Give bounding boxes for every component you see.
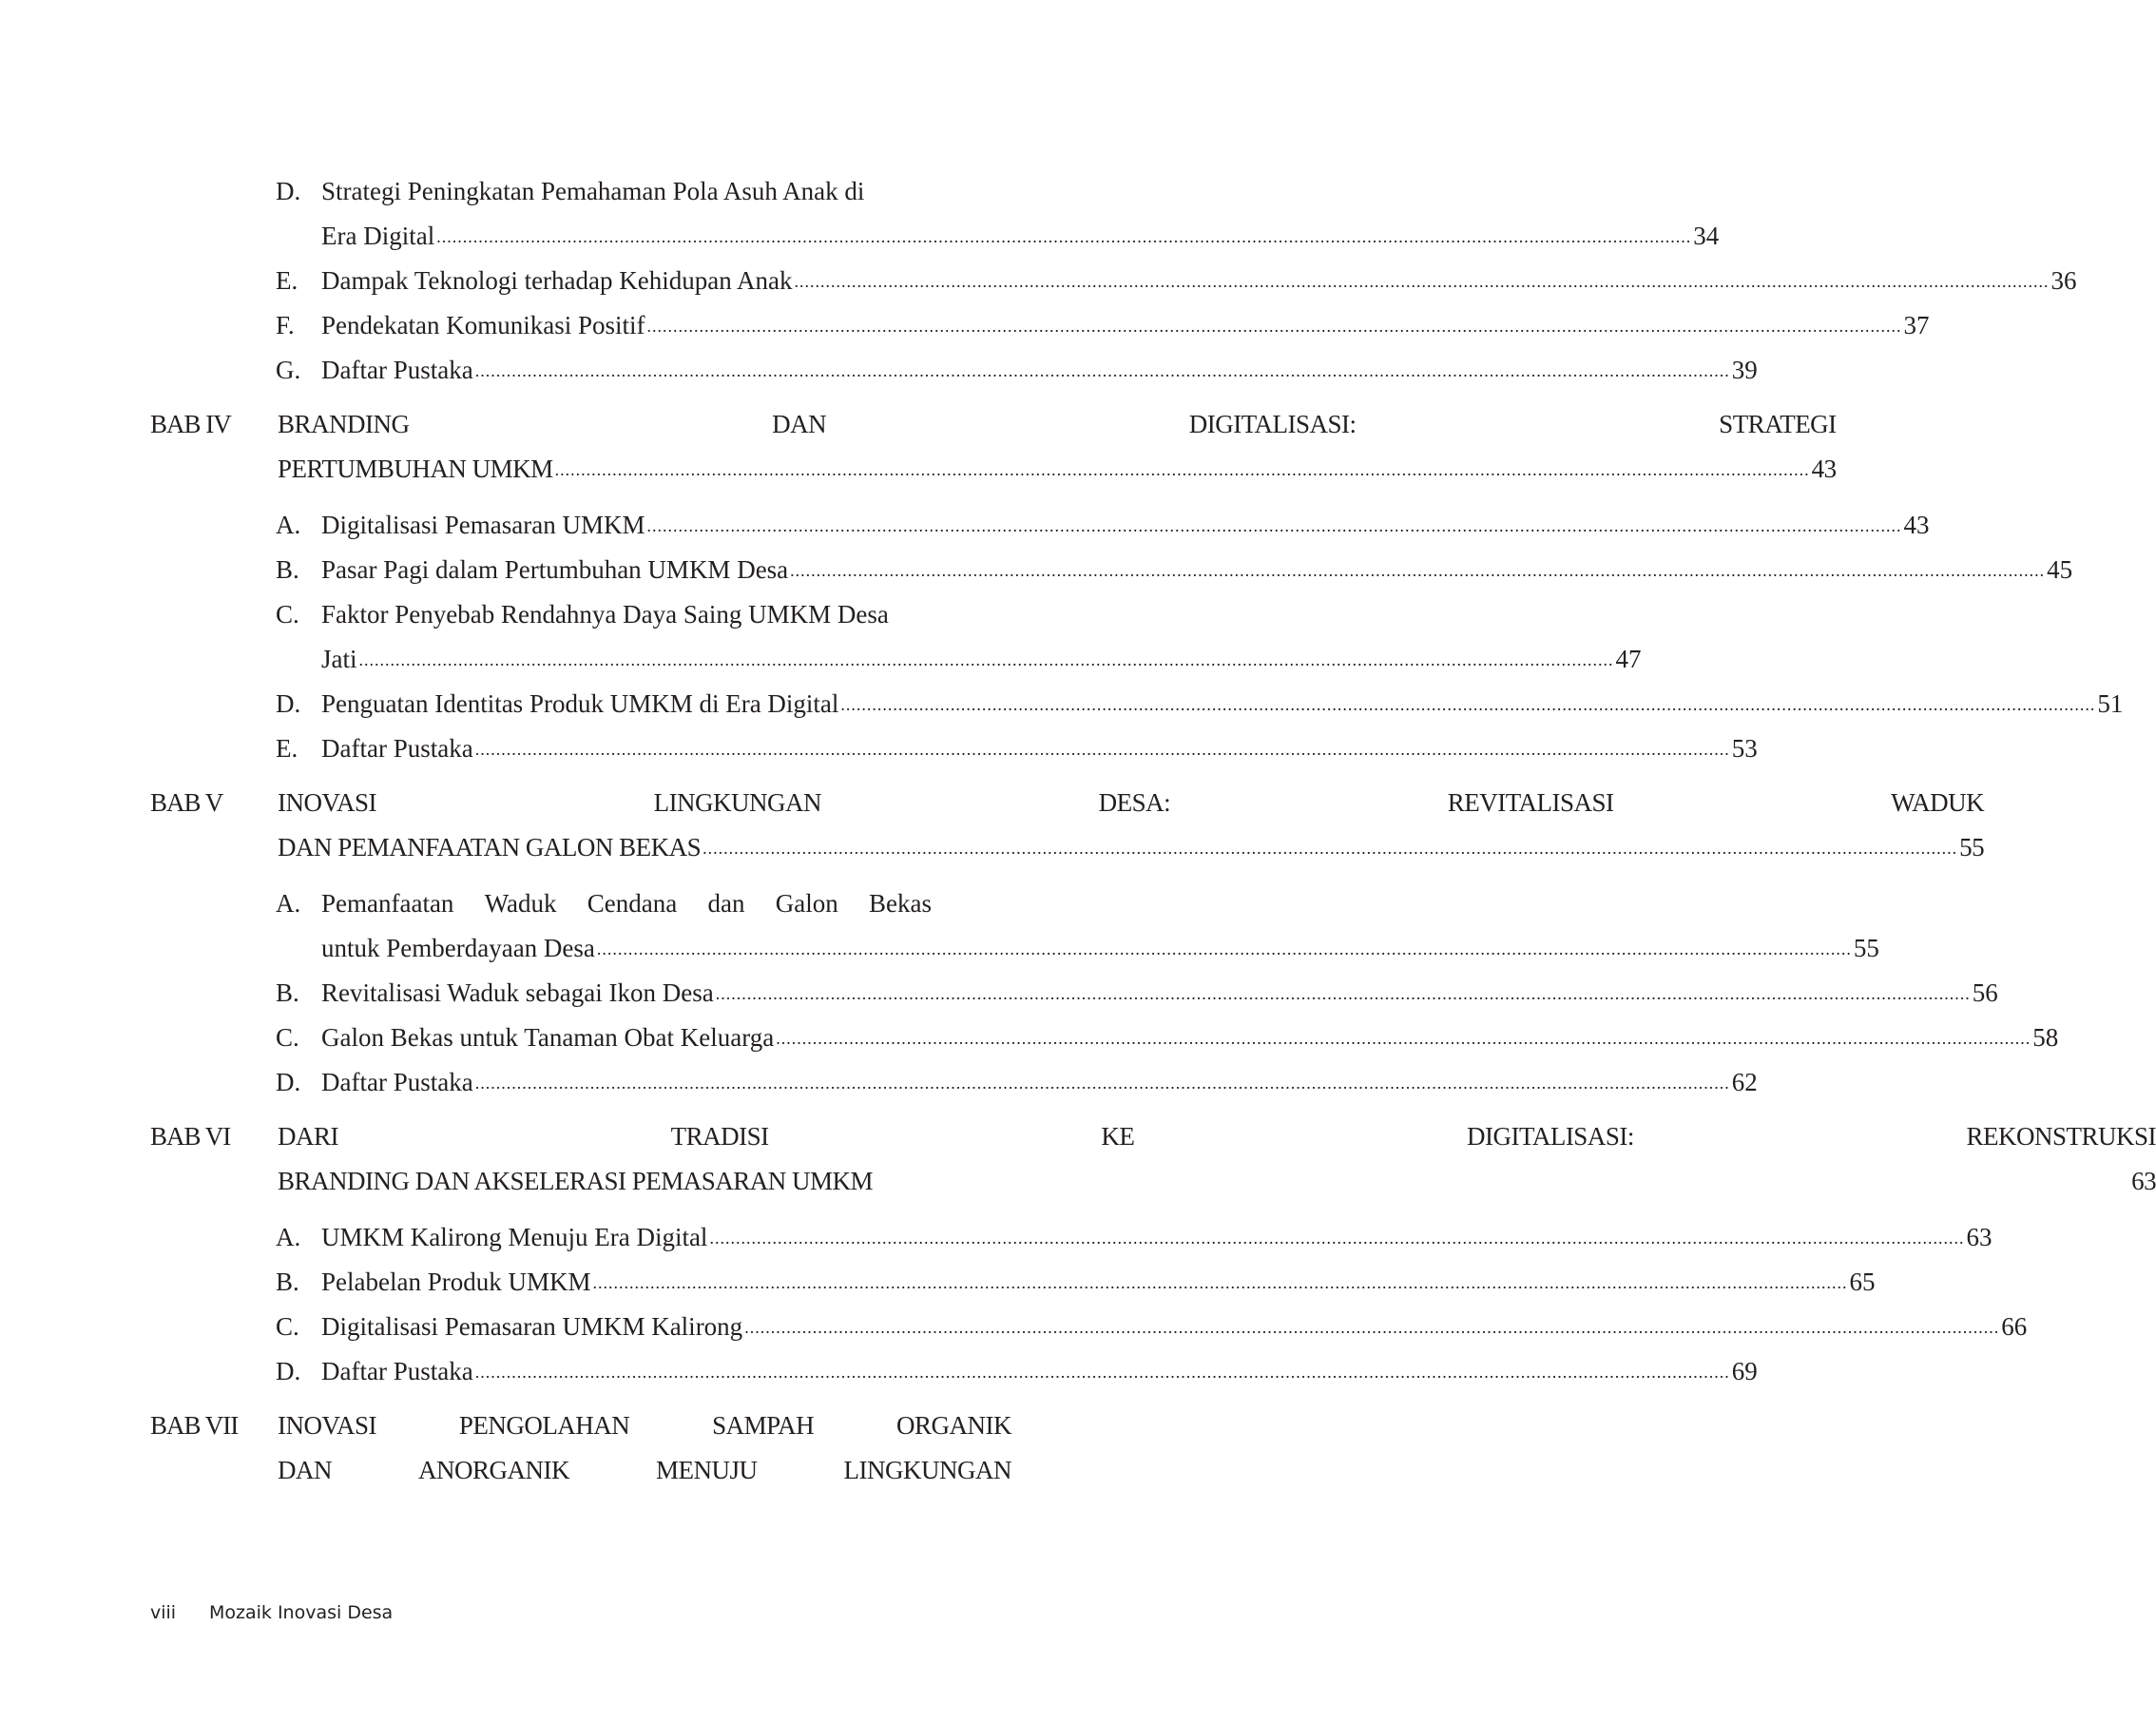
entry-page: 58 <box>2032 1023 2059 1052</box>
entry-title: Penguatan Identitas Produk UMKM di Era Digital <box>321 689 839 718</box>
entry-title: Digitalisasi Pemasaran UMKM <box>321 511 645 539</box>
leader-dots <box>794 260 2049 304</box>
leader-dots <box>790 549 2045 593</box>
chapter-title-line <box>278 447 1837 492</box>
entry-letter: E. <box>276 266 298 295</box>
entry-letter: D. <box>276 689 301 718</box>
entry-title <box>321 881 932 926</box>
leader-dots <box>436 215 1691 260</box>
page-number: viii <box>150 1602 177 1623</box>
leader-dots <box>592 1261 1847 1306</box>
entry-title: Revitalisasi Waduk sebagai Ikon Desa <box>321 978 714 1007</box>
entry-page: 53 <box>1731 734 1758 763</box>
entry-title-word: Galon <box>775 889 838 918</box>
entry-letter: C. <box>276 1023 299 1052</box>
entry-page: 36 <box>2050 266 2077 295</box>
chapter-title-word: REKONSTRUKSI <box>1966 1122 2156 1151</box>
entry-title: Daftar Pustaka <box>321 734 473 763</box>
toc-entry[interactable] <box>150 259 2077 303</box>
chapter-heading[interactable] <box>150 402 1837 492</box>
entry-letter: G. <box>276 356 301 384</box>
entry-title: Daftar Pustaka <box>321 1357 473 1385</box>
chapter-label: BAB VI <box>150 1122 231 1151</box>
toc-entry[interactable] <box>150 548 2073 592</box>
chapter-title-line <box>278 1404 1011 1448</box>
entry-letter: A. <box>276 511 301 539</box>
leader-dots <box>703 826 1957 871</box>
toc-entry[interactable] <box>150 1260 1876 1305</box>
entry-page: 47 <box>1615 645 1642 673</box>
chapter-title-cont: BRANDING DAN AKSELERASI PEMASARAN UMKM <box>278 1167 874 1195</box>
entry-letter: A. <box>276 889 301 918</box>
table-of-contents <box>150 169 2156 1493</box>
entry-title: Pelabelan Produk UMKM <box>321 1268 591 1296</box>
entry-page: 51 <box>2097 689 2124 718</box>
leader-dots <box>840 683 2095 727</box>
leader-dots <box>475 727 1730 772</box>
chapter-title-word: ANORGANIK <box>418 1456 569 1484</box>
chapter-label: BAB VII <box>150 1411 239 1440</box>
entry-letter: C. <box>276 600 299 629</box>
toc-entry[interactable] <box>150 1349 1758 1394</box>
entry-title: Strategi Peningkatan Pemahaman Pola Asuh Anak di <box>321 177 865 205</box>
leader-dots <box>359 638 1614 683</box>
chapter-title-word: SAMPAH <box>712 1411 815 1440</box>
toc-entry[interactable] <box>150 1215 1992 1260</box>
entry-title: Pendekatan Komunikasi Positif <box>321 311 645 339</box>
chapter-title-cont: PERTUMBUHAN UMKM <box>278 455 553 483</box>
leader-dots <box>475 349 1730 394</box>
chapter-title-word: LINGKUNGAN <box>653 788 822 817</box>
leader-dots <box>475 1061 1730 1106</box>
entry-letter: D. <box>276 1357 301 1385</box>
toc-entry[interactable] <box>150 971 1998 1016</box>
leader-dots <box>716 972 1971 1016</box>
chapter-title-word: WADUK <box>1891 788 1985 817</box>
entry-title-word: Waduk <box>484 889 557 918</box>
entry-title: Galon Bekas untuk Tanaman Obat Keluarga <box>321 1023 775 1052</box>
entry-title-word: Bekas <box>869 889 932 918</box>
page-footer <box>150 1602 393 1623</box>
chapter-title-word: INOVASI <box>278 1411 377 1440</box>
chapter-title-word: ORGANIK <box>895 1411 1011 1440</box>
entry-page: 45 <box>2047 555 2073 584</box>
chapter-title-word: DARI <box>278 1122 338 1151</box>
chapter-title-word: DAN <box>772 410 827 438</box>
entry-page: 63 <box>1966 1223 1992 1251</box>
entry-title: Daftar Pustaka <box>321 356 473 384</box>
toc-entry[interactable] <box>150 682 2124 726</box>
entry-title: Daftar Pustaka <box>321 1068 473 1096</box>
entry-title: Digitalisasi Pemasaran UMKM Kalirong <box>321 1312 743 1341</box>
entry-page: 55 <box>1853 934 1879 962</box>
entry-letter: B. <box>276 555 299 584</box>
chapter-title-word: BRANDING <box>278 410 410 438</box>
chapter-page: 63 <box>2131 1167 2156 1195</box>
entry-title-word: Cendana <box>587 889 678 918</box>
entry-page: 66 <box>2001 1312 2028 1341</box>
chapter-title-word: PENGOLAHAN <box>458 1411 630 1440</box>
toc-entry[interactable] <box>150 1060 1758 1105</box>
leader-dots <box>597 927 1852 972</box>
chapter-page: 43 <box>1811 455 1837 483</box>
entry-letter: E. <box>276 734 298 763</box>
leader-dots <box>776 1016 2031 1061</box>
chapter-title-cont: DAN PEMANFAATAN GALON BEKAS <box>278 833 702 862</box>
toc-entry[interactable] <box>150 1305 2028 1349</box>
toc-entry[interactable] <box>150 303 1930 348</box>
entry-title-cont: Era Digital <box>321 222 435 250</box>
entry-page: 56 <box>1972 978 1998 1007</box>
chapter-title-word: STRATEGI <box>1719 410 1837 438</box>
entry-title-cont: untuk Pemberdayaan Desa <box>321 934 595 962</box>
chapter-page: 55 <box>1959 833 1985 862</box>
chapter-title-line <box>278 825 1984 870</box>
chapter-title-word: DIGITALISASI: <box>1467 1122 1634 1151</box>
book-title: Mozaik Inovasi Desa <box>209 1602 394 1623</box>
entry-page: 43 <box>1903 511 1930 539</box>
toc-entry[interactable] <box>150 348 1758 393</box>
chapter-title-line <box>278 781 1984 825</box>
entry-page: 69 <box>1731 1357 1758 1385</box>
entry-letter: F. <box>276 311 295 339</box>
toc-entry[interactable] <box>150 881 1879 971</box>
chapter-title-line <box>278 1114 2156 1159</box>
entry-page: 37 <box>1903 311 1930 339</box>
entry-letter: B. <box>276 1268 299 1296</box>
chapter-title-line <box>278 1448 1011 1493</box>
entry-page: 34 <box>1693 222 1720 250</box>
entry-page: 65 <box>1849 1268 1876 1296</box>
leader-dots <box>646 304 1901 349</box>
entry-letter: B. <box>276 978 299 1007</box>
entry-title: Faktor Penyebab Rendahnya Daya Saing UMKM Desa <box>321 600 889 629</box>
chapter-title-word: REVITALISASI <box>1447 788 1614 817</box>
leader-dots <box>744 1306 1999 1350</box>
chapter-title-word: INOVASI <box>278 788 377 817</box>
entry-title: UMKM Kalirong Menuju Era Digital <box>321 1223 708 1251</box>
leader-dots <box>709 1216 1964 1261</box>
toc-entry[interactable] <box>150 592 1642 682</box>
chapter-title-word: DIGITALISASI: <box>1188 410 1357 438</box>
entry-page: 62 <box>1731 1068 1758 1096</box>
leader-dots <box>555 448 1810 493</box>
toc-entry[interactable] <box>150 1016 2059 1060</box>
entry-title-word: dan <box>707 889 745 918</box>
entry-title: Dampak Teknologi terhadap Kehidupan Anak <box>321 266 793 295</box>
chapter-heading[interactable] <box>150 1114 2156 1204</box>
chapter-title-word: LINGKUNGAN <box>843 1456 1011 1484</box>
chapter-heading[interactable] <box>150 1404 1011 1493</box>
chapter-title-word: MENUJU <box>656 1456 758 1484</box>
entry-letter: D. <box>276 1068 301 1096</box>
toc-entry[interactable] <box>150 503 1930 548</box>
entry-title-cont: Jati <box>321 645 357 673</box>
leader-dots <box>646 504 1901 549</box>
chapter-title-word: TRADISI <box>670 1122 769 1151</box>
chapter-title-line <box>278 1159 2156 1204</box>
leader-dots <box>475 1350 1730 1395</box>
chapter-heading[interactable] <box>150 781 1985 870</box>
chapter-title-line <box>278 402 1837 447</box>
entry-letter: D. <box>276 177 301 205</box>
chapter-title-word: DAN <box>278 1456 332 1484</box>
entry-page: 39 <box>1731 356 1758 384</box>
chapter-label: BAB V <box>150 788 223 817</box>
entry-title-word: Pemanfaatan <box>321 889 454 918</box>
chapter-label: BAB IV <box>150 410 231 438</box>
entry-letter: A. <box>276 1223 301 1251</box>
chapter-title-word: DESA: <box>1098 788 1171 817</box>
toc-entry[interactable] <box>150 726 1758 771</box>
entry-title: Pasar Pagi dalam Pertumbuhan UMKM Desa <box>321 555 789 584</box>
entry-letter: C. <box>276 1312 299 1341</box>
chapter-title-word: KE <box>1101 1122 1135 1151</box>
toc-entry[interactable] <box>150 169 1720 259</box>
